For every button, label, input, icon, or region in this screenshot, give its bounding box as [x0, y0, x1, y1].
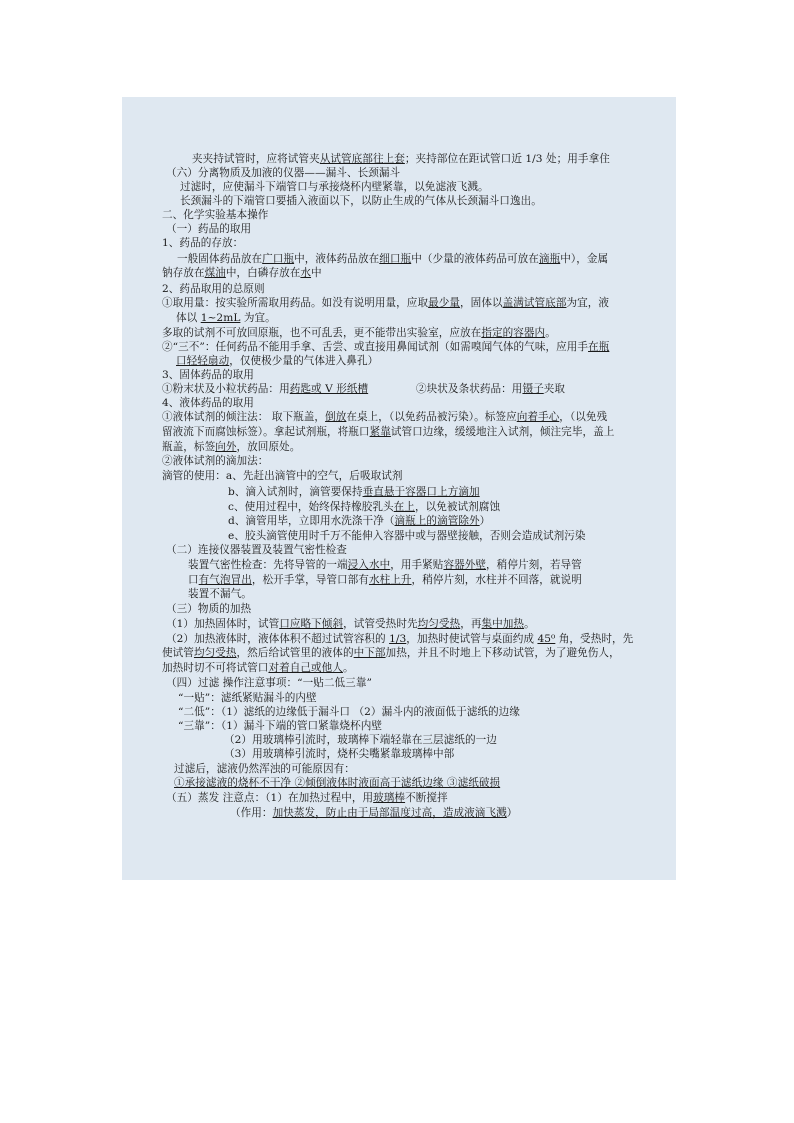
- underlined-text: 煤油: [204, 267, 226, 279]
- underlined-text: 从试管底部往上套: [319, 153, 405, 165]
- text-line: [162, 341, 609, 354]
- text-segment: ，稍停片刻，若导管: [486, 559, 582, 571]
- text-segment: ，用手紧贴: [390, 559, 444, 571]
- text-segment: 中），金属: [560, 253, 609, 265]
- document-page: [122, 97, 676, 880]
- underlined-text: 广口瓶: [262, 253, 295, 265]
- text-segment: 二、化学实验基本操作: [162, 209, 269, 221]
- underlined-text: 向着手心: [516, 411, 560, 423]
- underlined-text: 滴瓶: [538, 253, 561, 265]
- text-segment: 不断搅拌: [405, 792, 448, 804]
- text-line: [416, 383, 565, 396]
- text-segment: 试管口边缘，缓缓地注入试剂，倾注完毕，盖上: [390, 426, 615, 438]
- text-line: [162, 283, 265, 296]
- text-line: [176, 312, 276, 325]
- text-line: [162, 209, 268, 222]
- underlined-text: 1~2mL: [200, 312, 241, 324]
- underlined-text: 药匙或 V 形纸槽: [289, 383, 369, 395]
- underlined-text: 最少量: [428, 297, 461, 309]
- underlined-text: 细口瓶: [379, 253, 412, 265]
- text-line: [230, 807, 517, 820]
- text-line: [166, 677, 372, 690]
- text-line: [162, 411, 607, 424]
- text-line: [166, 167, 400, 180]
- text-segment: 2、药品取用的总原则: [162, 283, 265, 295]
- underlined-text: 在上: [393, 501, 415, 513]
- text-segment: 过滤后，滤液仍然浑浊的可能原因有：: [174, 763, 355, 775]
- text-segment: 中，液体药品放在: [294, 253, 380, 265]
- text-segment: 中，白磷存放在: [225, 267, 301, 279]
- text-segment: （三）物质的加热: [166, 603, 252, 615]
- text-segment: c、使用过程中，始终保持橡胶乳头: [228, 501, 394, 513]
- text-segment: （一）药品的取用: [166, 223, 252, 235]
- text-segment: 夹取: [543, 383, 566, 395]
- text-segment: 一般固体药品放在: [177, 253, 263, 265]
- underlined-text: 对着自己或他人: [268, 662, 343, 674]
- text-segment: ，然后给试管里的液体的: [236, 647, 354, 659]
- text-segment: 瓶盖，标签: [162, 441, 216, 453]
- text-segment: 为宜。: [240, 312, 276, 324]
- underlined-text: 1/3: [389, 633, 407, 645]
- text-segment: ）: [506, 807, 518, 819]
- underlined-text: 水柱上升: [368, 574, 412, 586]
- text-segment: d、滴管用毕，立即用水洗涤干净（: [228, 515, 395, 527]
- text-segment: ；夹持部位在距试管口近 1/3 处；用手拿住: [404, 153, 610, 165]
- text-line: [188, 559, 582, 572]
- text-segment: （3）用玻璃棒引流时，烧杯尖嘴紧靠玻璃棒中部: [224, 748, 455, 760]
- text-line: [178, 720, 382, 733]
- text-line: [166, 633, 633, 646]
- text-segment: 。: [545, 327, 556, 339]
- text-segment: 长颈漏斗的下端管口要插入液面以下，以防止生成的气体从长颈漏斗口逸出。: [180, 195, 542, 207]
- text-segment: ②块状及条状药品：用: [416, 383, 523, 395]
- text-segment: ，固体以: [460, 297, 503, 309]
- text-segment: 装置气密性检查：先将导管的一端: [188, 559, 348, 571]
- underlined-text: 加快蒸发，防止由于局部温度过高，造成液滴飞溅: [272, 807, 507, 819]
- text-segment: ①粉末状及小粒状药品：用: [162, 383, 290, 395]
- text-segment: ）: [479, 515, 491, 527]
- text-line: [228, 501, 500, 514]
- text-segment: 口: [188, 574, 199, 586]
- text-segment: ，（以免残: [559, 411, 608, 423]
- text-line: [166, 792, 448, 805]
- text-segment: ，放回原处。: [236, 441, 301, 453]
- underlined-text: 镊子: [522, 383, 544, 395]
- underlined-text: 玻璃棒: [373, 792, 406, 804]
- underlined-text: 紧靠: [369, 426, 391, 438]
- text-segment: 在桌上，（以免药品被污染）。标签应: [346, 411, 517, 423]
- text-segment: “二低”：（1）滤纸的边缘低于漏斗口 （2）漏斗内的液面低于滤纸的边缘: [178, 706, 520, 718]
- underlined-text: 倒放: [325, 411, 347, 423]
- text-line: [162, 237, 243, 250]
- text-segment: 多取的试剂不可放回原瓶，也不可乱丢，更不能带出实验室，应放在: [162, 327, 482, 339]
- text-segment: 使试管: [162, 647, 194, 659]
- text-line: [162, 441, 300, 454]
- underlined-text: 容器外壁: [443, 559, 487, 571]
- underlined-text: 盖满试管底部: [502, 297, 567, 309]
- text-segment: 过滤时，应使漏斗下端管口与承接烧杯内壁紧靠，以免滤液飞溅。: [180, 181, 489, 193]
- text-segment: e、胶头滴管使用时千万不能伸入容器中或与器壁接触，否则会造成试剂污染: [228, 530, 586, 542]
- text-line: [162, 455, 268, 468]
- underlined-text: 在瓶: [588, 341, 610, 353]
- text-line: [162, 397, 254, 410]
- text-line: [162, 297, 609, 310]
- text-line: [162, 267, 322, 280]
- text-line: [180, 195, 542, 208]
- text-segment: 钠存放在: [162, 267, 205, 279]
- text-segment: “三靠”：（1）漏斗下端的管口紧靠烧杯内壁: [178, 720, 383, 732]
- text-segment: ②“三不”：任何药品不能用手拿、舌尝、或直接用鼻闻试剂（如需嗅闻气体的气味，应用手: [162, 341, 589, 353]
- text-line: [166, 544, 347, 557]
- text-segment: （四）过滤 操作注意事项：“一贴二低三靠”: [166, 677, 372, 689]
- text-segment: 加热，并且不时地上下移动试管，为了避免伤人，: [385, 647, 620, 659]
- underlined-text: 口应略下倾斜: [279, 618, 344, 630]
- underlined-text: 45⁰: [537, 633, 556, 645]
- text-segment: ，试管受热时先: [343, 618, 418, 630]
- text-line: [162, 426, 614, 439]
- text-segment: 。: [524, 618, 535, 630]
- underlined-text: ①承接滤液的烧杯不干净 ②倾倒液体时液面高于滤纸边缘 ③滤纸破损: [174, 777, 501, 789]
- text-segment: 中: [311, 267, 322, 279]
- text-segment: （作用：: [230, 807, 273, 819]
- text-segment: （2）用玻璃棒引流时，玻璃棒下端轻靠在三层滤纸的一边: [224, 734, 497, 746]
- text-line: [224, 748, 454, 761]
- text-line: [162, 470, 403, 483]
- text-segment: 角，受热时，先: [555, 633, 634, 645]
- text-segment: ①液体试剂的倾注法： 取下瓶盖，: [162, 411, 326, 423]
- text-segment: （二）连接仪器装置及装置气密性检查: [166, 544, 347, 556]
- text-segment: 加热时切不可将试管口: [162, 662, 269, 674]
- text-segment: ①取用量：按实验所需取用药品。如没有说明用量，应取: [162, 297, 429, 309]
- text-line: [188, 588, 252, 601]
- text-segment: 体以: [176, 312, 201, 324]
- text-line: [228, 515, 490, 528]
- text-segment: ，松开手掌，导管口部有: [251, 574, 369, 586]
- text-line: [162, 369, 254, 382]
- text-segment: 为宜，液: [566, 297, 610, 309]
- text-segment: 1、药品的存放：: [162, 237, 244, 249]
- underlined-text: 指定的容器内: [481, 327, 546, 339]
- text-line: [174, 763, 355, 776]
- text-segment: （六）分离物质及加液的仪器——漏斗、长颈漏斗: [166, 167, 401, 179]
- text-segment: ，加热时使试管与桌面约成: [406, 633, 538, 645]
- underlined-text: 滴瓶上的滴管除外: [394, 515, 480, 527]
- text-line: [174, 777, 500, 790]
- text-segment: ，仅使极少量的气体进入鼻孔）: [229, 355, 379, 367]
- text-segment: 中（少量的液体药品可放在: [411, 253, 539, 265]
- text-line: [166, 603, 251, 616]
- text-segment: （1）加热固体时，试管: [166, 618, 280, 630]
- text-line: [228, 486, 480, 499]
- text-line: [188, 574, 582, 587]
- text-line: [162, 383, 368, 396]
- text-line: [177, 253, 608, 266]
- text-line: [162, 662, 354, 675]
- underlined-text: 浸入水中: [347, 559, 391, 571]
- text-segment: ，以免被试剂腐蚀: [414, 501, 501, 513]
- text-segment: 滴管的使用：a、先赶出滴管中的空气，后吸取试剂: [162, 470, 403, 482]
- text-line: [178, 692, 317, 705]
- text-segment: 3、固体药品的取用: [162, 369, 254, 381]
- text-segment: （五）蒸发 注意点：（1）在加热过程中，用: [166, 792, 374, 804]
- text-segment: b、滴入试剂时，滴管要保持: [228, 486, 363, 498]
- text-line: [178, 706, 520, 719]
- underlined-text: 有气泡冒出: [198, 574, 252, 586]
- underlined-text: 水: [300, 267, 312, 279]
- text-segment: 4、液体药品的取用: [162, 397, 254, 409]
- text-line: [166, 618, 535, 631]
- text-segment: （2）加热液体时，液体体积不超过试管容积的: [166, 633, 390, 645]
- text-segment: ，再: [460, 618, 482, 630]
- text-line: [166, 223, 251, 236]
- underlined-text: 中下部: [353, 647, 386, 659]
- text-segment: ，稍停片刻，水柱并不回落，就说明: [411, 574, 582, 586]
- text-line: [176, 355, 378, 368]
- text-segment: 夹夹持试管时，应将试管夹: [192, 153, 320, 165]
- text-line: [180, 181, 489, 194]
- underlined-text: 集中加热: [481, 618, 525, 630]
- text-line: [192, 153, 610, 166]
- underlined-text: 垂直悬于容器口上方滴加: [362, 486, 480, 498]
- text-line: [224, 734, 497, 747]
- text-segment: ②液体试剂的滴加法：: [162, 455, 269, 467]
- underlined-text: 口轻轻扇动: [176, 355, 230, 367]
- text-line: [228, 530, 586, 543]
- text-line: [162, 647, 620, 660]
- text-segment: 留液流下而腐蚀标签）。拿起试剂瓶，将瓶口: [162, 426, 370, 438]
- text-segment: “一贴”：滤纸紧贴漏斗的内壁: [178, 692, 317, 704]
- text-segment: 。: [342, 662, 354, 674]
- underlined-text: 均匀受热: [417, 618, 461, 630]
- text-segment: 装置不漏气。: [188, 588, 252, 600]
- underlined-text: 均匀受热: [193, 647, 237, 659]
- underlined-text: 向外: [215, 441, 237, 453]
- text-line: [162, 327, 556, 340]
